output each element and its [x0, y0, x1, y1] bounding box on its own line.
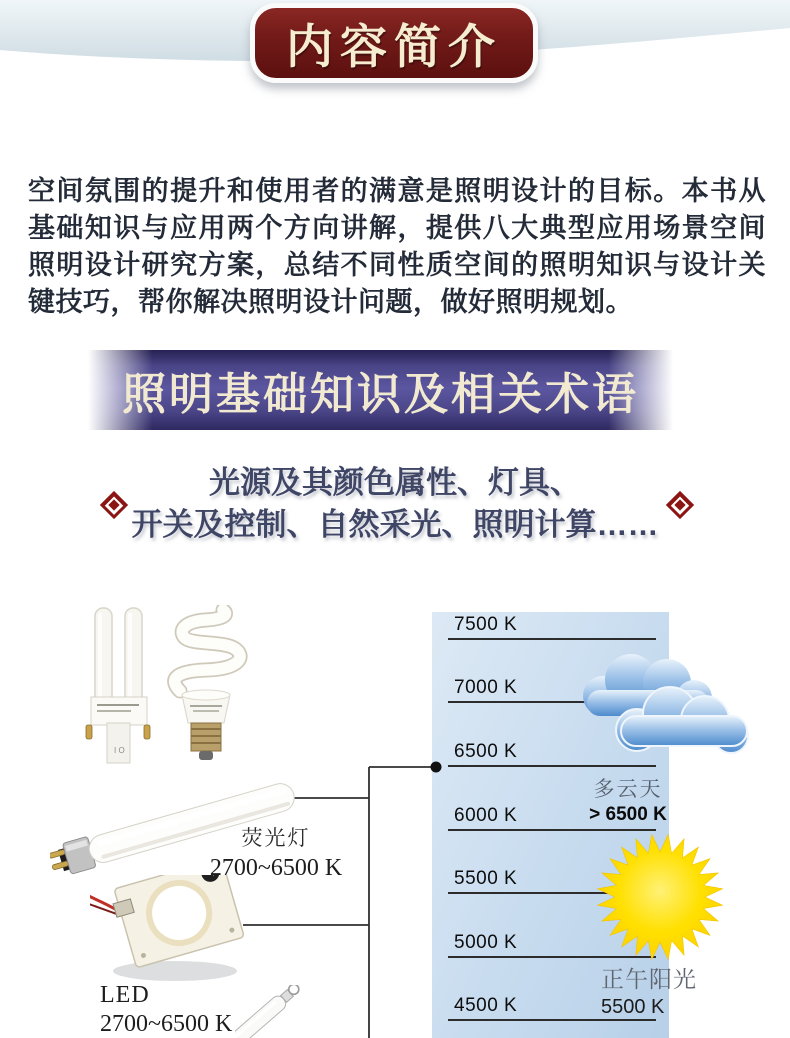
spiral-cfl-lamp-image [160, 605, 252, 765]
tick-label: 6500 K [454, 741, 518, 762]
subtitle-line-1: 光源及其颜色属性、灯具、 [209, 465, 581, 500]
tick-label: 7000 K [454, 677, 518, 698]
connector-dot [431, 762, 442, 773]
led-label-name: LED [100, 982, 150, 1008]
halogen-bulb-image [235, 985, 315, 1038]
svg-text:I O: I O [114, 746, 125, 755]
led-label-range: 2700~6500 K [100, 1011, 233, 1037]
cloudy-day-name: 多云天 [593, 777, 663, 801]
noon-sunlight-label [601, 961, 721, 1019]
content-title-label: 内容简介 [286, 19, 502, 73]
noon-sunlight-value: 5500 K [601, 996, 665, 1018]
fluorescent-label [196, 822, 356, 882]
cloudy-day-label [576, 773, 680, 826]
cloud-icon [575, 650, 750, 762]
tick-label: 5500 K [454, 868, 518, 889]
sun-icon [595, 832, 725, 962]
tick-label: 4500 K [454, 995, 518, 1016]
intro-paragraph: 空间氛围的提升和使用者的满意是照明设计的目标。本书从基础知识与应用两个方向讲解，提供八大典型应用场景空间照明设计研究方案，总结不同性质空间的照明知识与设计关键技巧，帮你解决照明设计问题，做好照明规划。 [28, 176, 766, 317]
led-module-image [90, 875, 250, 987]
cloudy-day-value: > 6500 K [589, 804, 667, 825]
tick-label: 6000 K [454, 805, 518, 826]
led-label [100, 982, 232, 1038]
compact-fluorescent-lamp-image [85, 603, 161, 765]
fluorescent-label-range: 2700~6500 K [209, 855, 343, 881]
subtitle-line-2: 开关及控制、自然采光、照明计算…… [131, 507, 659, 542]
tick-label: 5000 K [454, 932, 518, 953]
section-title: 照明基础知识及相关术语 [122, 370, 639, 419]
fluorescent-label-name: 荧光灯 [241, 826, 311, 850]
tick-label: 7500 K [454, 614, 518, 635]
noon-sunlight-name: 正午阳光 [601, 967, 697, 992]
